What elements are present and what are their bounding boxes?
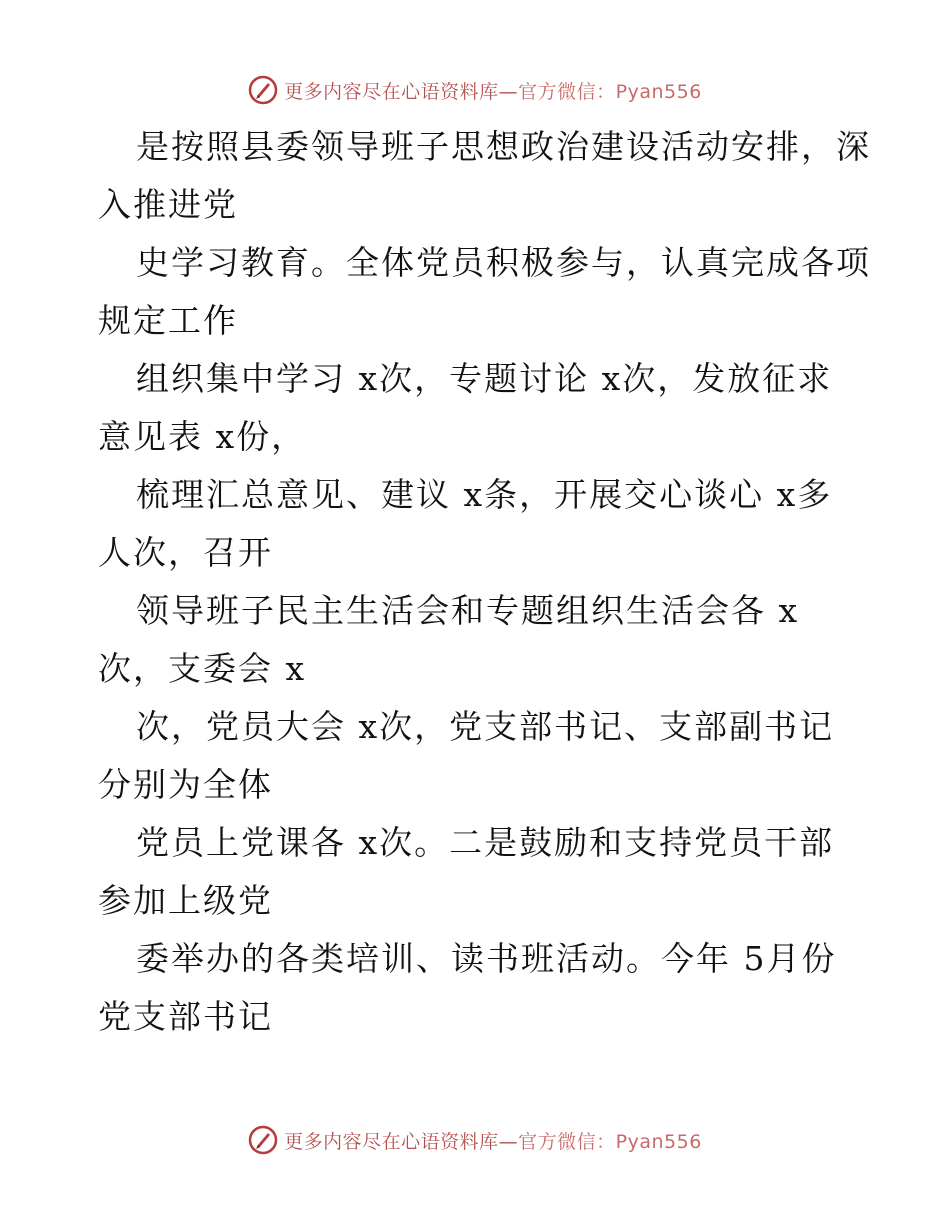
paragraph-line: 是按照县委领导班子思想政治建设活动安排，深 — [136, 127, 871, 166]
quill-pen-logo-icon — [248, 1125, 278, 1155]
banner-main-text: 更多内容尽在心语资料库— — [284, 80, 519, 103]
paragraph-line: 组织集中学习 x次，专题讨论 x次，发放征求 — [136, 359, 833, 398]
paragraph-line: 党员上党课各 x次。二是鼓励和支持党员干部 — [136, 823, 835, 862]
paragraph-line: 规定工作 — [98, 301, 238, 340]
quill-pen-logo-icon — [248, 75, 278, 105]
paragraph-line: 分别为全体 — [98, 765, 273, 804]
paragraph-line: 入推进党 — [98, 185, 238, 224]
banner-text — [284, 77, 702, 104]
paragraph-line: 领导班子民主生活会和专题组织生活会各 x — [136, 591, 800, 630]
paragraph-line: 委举办的各类培训、读书班活动。今年 5月份 — [136, 939, 837, 978]
paragraph-line: 史学习教育。全体党员积极参与，认真完成各项 — [136, 243, 871, 282]
paragraph-line: 次，支委会 x — [98, 649, 307, 688]
banner-text — [284, 1127, 702, 1154]
paragraph-line: 意见表 x份， — [98, 417, 307, 456]
document-body — [98, 118, 871, 1046]
paragraph-line: 次，党员大会 x次，党支部书记、支部副书记 — [136, 707, 835, 746]
paragraph-line: 梳理汇总意见、建议 x条，开展交心谈心 x多 — [136, 475, 833, 514]
banner-wechat-text: 官方微信：Pyan556 — [518, 80, 702, 103]
paragraph-line: 党支部书记 — [98, 997, 273, 1036]
banner-main-text: 更多内容尽在心语资料库— — [284, 1130, 519, 1153]
header-banner — [0, 70, 950, 110]
paragraph-line: 人次，召开 — [98, 533, 273, 572]
banner-wechat-text: 官方微信：Pyan556 — [518, 1130, 702, 1153]
paragraph-line: 参加上级党 — [98, 881, 273, 920]
footer-banner — [0, 1120, 950, 1160]
